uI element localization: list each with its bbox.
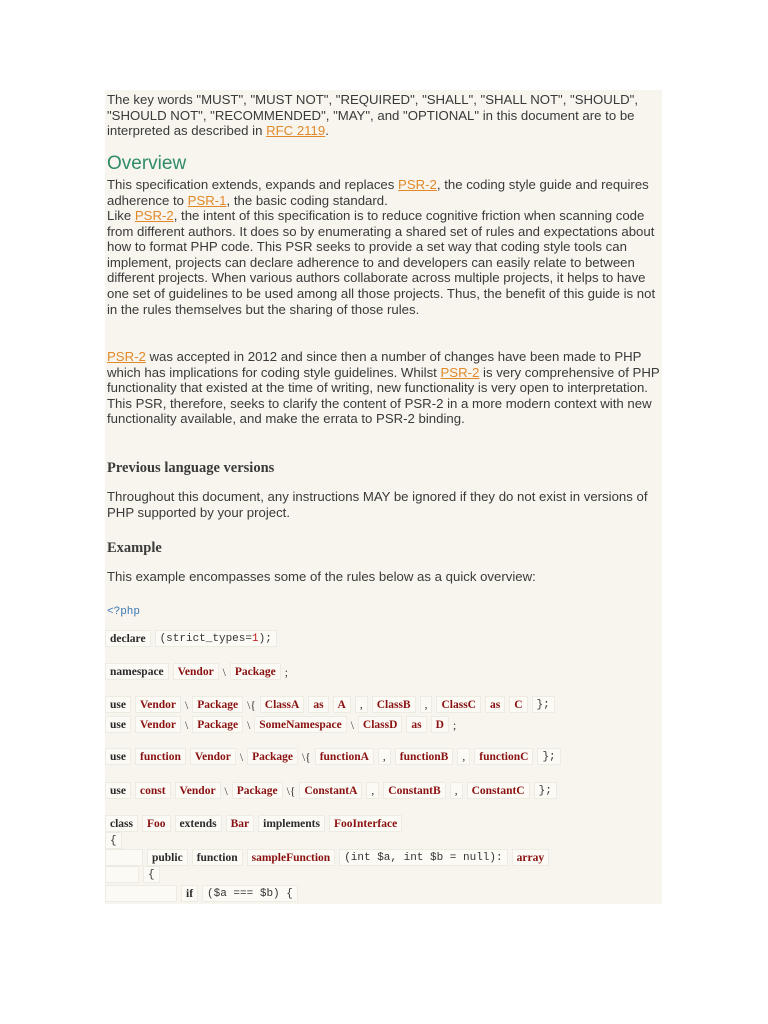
overview-paragraph-1 bbox=[107, 177, 660, 208]
code-comma: , bbox=[450, 782, 463, 799]
code-comma: , bbox=[366, 782, 379, 799]
code-declare-line bbox=[105, 630, 281, 650]
code-keyword: use bbox=[105, 748, 131, 765]
code-indent bbox=[105, 885, 177, 902]
code-if-line bbox=[105, 885, 302, 904]
code-keyword: use bbox=[105, 716, 131, 733]
intro-text: The key words "MUST", "MUST NOT", "REQUIRED", "SHALL", "SHALL NOT", "SHOULD", "SHOULD NOT", "RECOMMENDED", "MAY", and "OPTIONAL" in this document are to be interpreted as described in bbox=[107, 92, 639, 139]
code-name: function bbox=[135, 748, 186, 765]
overview-p2-text: Like bbox=[107, 208, 135, 223]
previous-versions-heading: Previous language versions bbox=[107, 460, 275, 476]
code-name: functionA bbox=[315, 748, 374, 765]
code-name: A bbox=[333, 696, 351, 713]
code-brace: { bbox=[105, 832, 122, 849]
overview-p1-text-c: , the basic coding standard. bbox=[226, 192, 388, 208]
code-name: array bbox=[512, 849, 549, 866]
code-comma: , bbox=[378, 748, 391, 765]
previous-versions-text: Throughout this document, any instructions MAY be ignored if they do not exist in versions of PHP supported by your project. bbox=[107, 489, 648, 520]
code-name: const bbox=[135, 782, 171, 799]
code-sep: \ bbox=[247, 720, 251, 732]
code-sep: \{ bbox=[301, 752, 311, 764]
document-page bbox=[105, 90, 662, 904]
code-semi: ; bbox=[452, 720, 457, 732]
code-sep: \ bbox=[224, 786, 228, 798]
code-name: ConstantB bbox=[383, 782, 445, 799]
code-class-line bbox=[105, 815, 406, 835]
code-name: as bbox=[406, 716, 426, 733]
code-name: ConstantC bbox=[467, 782, 530, 799]
code-name: C bbox=[509, 696, 527, 713]
code-name: Bar bbox=[226, 815, 255, 832]
code-sep: \ bbox=[350, 720, 354, 732]
php-open-tag: <?php bbox=[107, 606, 141, 618]
code-name: D bbox=[431, 716, 449, 733]
code-use-line-2 bbox=[105, 716, 456, 736]
code-name: ClassD bbox=[358, 716, 403, 733]
code-name: as bbox=[308, 696, 328, 713]
code-semi: ; bbox=[284, 667, 288, 679]
code-number: 1 bbox=[251, 633, 259, 645]
code-name: sampleFunction bbox=[247, 849, 336, 866]
code-name: Package bbox=[232, 782, 283, 799]
code-indent bbox=[105, 866, 139, 883]
code-name: Vendor bbox=[135, 696, 181, 713]
overview-heading: Overview bbox=[107, 153, 187, 174]
overview-p1-text-b: , the coding style guide and requires adherence to bbox=[107, 177, 649, 208]
code-name: ClassC bbox=[436, 696, 481, 713]
example-heading: Example bbox=[107, 540, 162, 556]
code-sep: \ bbox=[184, 720, 189, 732]
code-keyword: use bbox=[105, 696, 131, 713]
code-name: Vendor bbox=[135, 716, 181, 733]
code-name: Foo bbox=[142, 815, 171, 832]
intro-paragraph bbox=[107, 92, 660, 139]
code-comma: , bbox=[355, 696, 368, 713]
code-name: Package bbox=[192, 696, 243, 713]
overview-paragraph-3 bbox=[107, 349, 660, 427]
overview-p3-text: was accepted in 2012 and since then a number of changes have been made to PHP which has implications for coding style guidelines. Whilst bbox=[107, 349, 642, 380]
code-name: Package bbox=[192, 716, 243, 733]
rfc-2119-link[interactable]: RFC 2119 bbox=[266, 123, 326, 139]
code-keyword: function bbox=[192, 849, 243, 866]
code-name: functionB bbox=[395, 748, 454, 765]
overview-paragraph-2 bbox=[107, 208, 660, 317]
code-keyword: use bbox=[105, 782, 131, 799]
code-keyword: if bbox=[181, 885, 198, 902]
code-paren: (strict_types= bbox=[159, 633, 252, 645]
overview-p2-text-b: , the intent of this specification is to reduce cognitive friction when scanning code from different authors. It does so by enumerating a shared set of rules and expectations about how to format PHP code. This PSR seeks to provide a set way that coding style tools can implement, projects can declare adherence to and developers can easily relate to between different projects. When various authors collaborate across multiple projects, it helps to have one set of guidelines to be used among all those projects. Thus, the benefit of this guide is not in the rules themselves but the sharing of those rules. bbox=[107, 208, 656, 317]
code-open-tag bbox=[107, 601, 140, 621]
code-comma: , bbox=[420, 696, 433, 713]
code-namespace-line bbox=[105, 663, 288, 683]
code-end: }; bbox=[537, 748, 560, 765]
code-comma: , bbox=[457, 748, 470, 765]
code-use-line-1 bbox=[105, 696, 559, 716]
code-name: FooInterface bbox=[329, 815, 402, 832]
code-indent bbox=[105, 849, 143, 866]
code-sep: \ bbox=[222, 667, 226, 679]
code-condition: ($a === $b) { bbox=[202, 885, 298, 902]
code-name: ConstantA bbox=[299, 782, 362, 799]
code-close: ); bbox=[258, 633, 272, 645]
code-name: Vendor bbox=[175, 782, 221, 799]
overview-p3-text-b: is very comprehensive of PHP functionality that existed at the time of writing, new functionality is very open to interpretation. This PSR, therefore, seeks to clarify the content of PSR-2 in a more modern context with new functionality available, and make the errata to PSR-2 binding. bbox=[107, 364, 660, 427]
code-use-line-4 bbox=[105, 782, 561, 802]
code-name: Vendor bbox=[190, 748, 236, 765]
code-name: Package bbox=[230, 663, 281, 680]
intro-end: . bbox=[325, 123, 329, 139]
code-sep: \ bbox=[239, 752, 244, 764]
code-brace: { bbox=[143, 866, 160, 883]
psr-1-link[interactable]: PSR-1 bbox=[187, 192, 227, 208]
code-args: (int $a, int $b = null): bbox=[339, 849, 507, 866]
code-keyword: extends bbox=[175, 815, 222, 832]
psr-2-link[interactable]: PSR-2 bbox=[440, 364, 480, 380]
code-sep: \ bbox=[184, 700, 189, 712]
code-name: as bbox=[485, 696, 505, 713]
code-token bbox=[155, 630, 277, 647]
code-name: SomeNamespace bbox=[254, 716, 346, 733]
code-use-line-3 bbox=[105, 748, 565, 768]
code-name: Package bbox=[247, 748, 298, 765]
code-keyword: namespace bbox=[105, 663, 169, 680]
code-end: }; bbox=[534, 782, 557, 799]
code-keyword: implements bbox=[258, 815, 325, 832]
code-name: ClassB bbox=[372, 696, 416, 713]
code-name: ClassA bbox=[260, 696, 305, 713]
code-sep: \{ bbox=[247, 700, 256, 712]
psr-2-link[interactable]: PSR-2 bbox=[398, 177, 437, 192]
code-end: }; bbox=[532, 696, 555, 713]
overview-p1-text: This specification extends, expands and replaces bbox=[107, 177, 399, 192]
code-brace-line-2 bbox=[105, 866, 164, 886]
psr-2-link[interactable]: PSR-2 bbox=[107, 349, 146, 364]
psr-2-link[interactable]: PSR-2 bbox=[134, 208, 174, 223]
code-keyword: public bbox=[147, 849, 188, 866]
code-name: functionC bbox=[474, 748, 533, 765]
example-text: This example encompasses some of the rules below as a quick overview: bbox=[107, 569, 536, 584]
code-method-line bbox=[105, 849, 553, 869]
code-name: Vendor bbox=[173, 663, 219, 680]
code-keyword: class bbox=[105, 815, 138, 832]
code-keyword: declare bbox=[105, 630, 151, 647]
code-sep: \{ bbox=[286, 786, 296, 798]
